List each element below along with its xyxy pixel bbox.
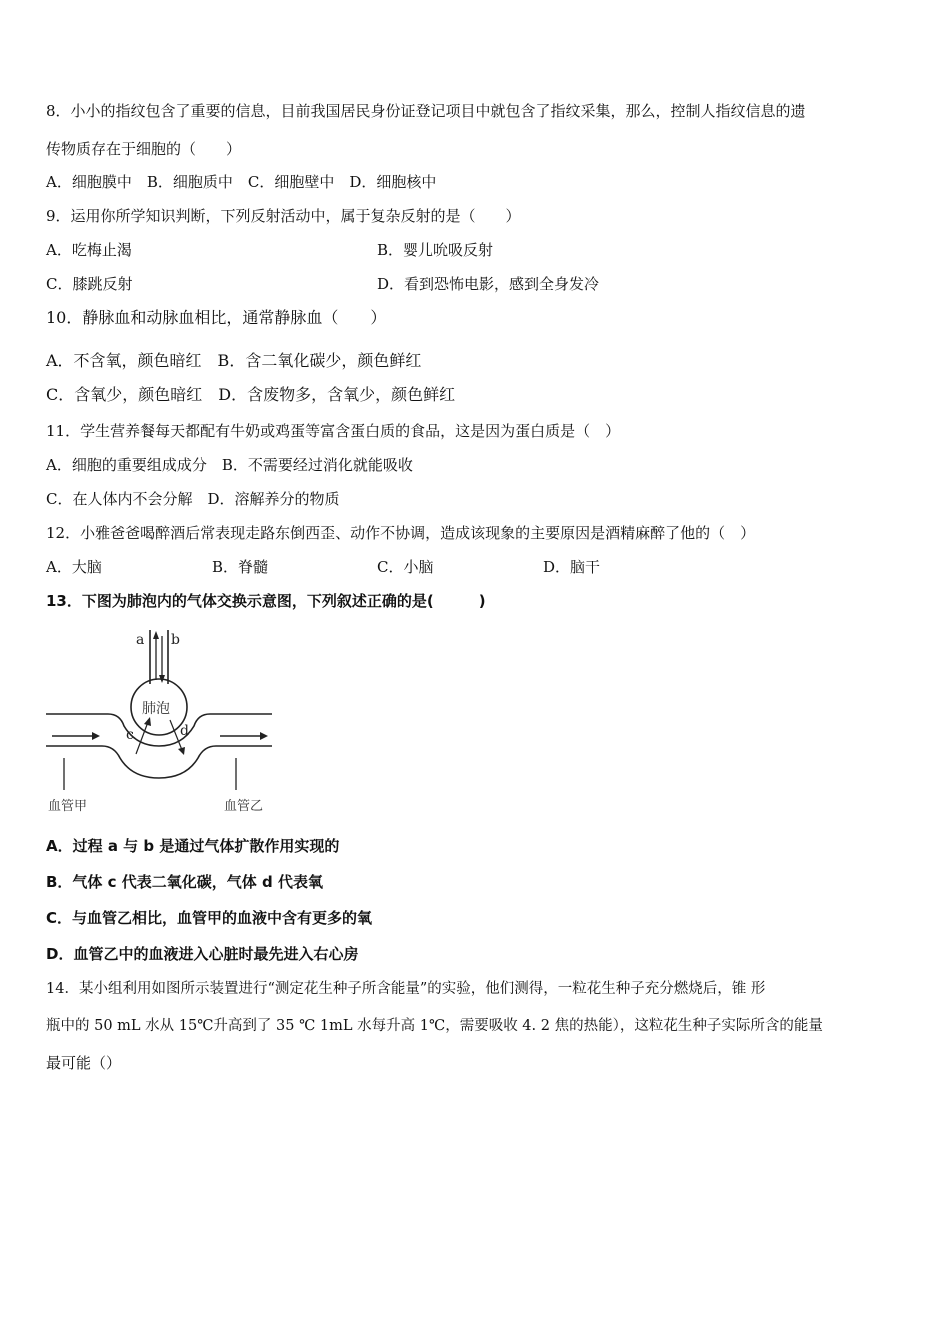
alveolus-gas-exchange-diagram xyxy=(44,622,276,817)
alveolus-label: 肺泡 xyxy=(142,701,170,717)
q12-option-a: A．大脑 xyxy=(46,558,102,576)
q11-options-cd: C．在人体内不会分解 D．溶解养分的物质 xyxy=(46,490,340,508)
q13-option-a: A．过程 a 与 b 是通过气体扩散作用实现的 xyxy=(46,837,340,855)
arrow-c-head xyxy=(144,717,151,726)
q12-stem: 12．小雅爸爸喝醉酒后常表现走路东倒西歪、动作不协调，造成该现象的主要原因是酒精麻醉了他的（ ） xyxy=(46,524,756,542)
q8-options: A．细胞膜中 B．细胞质中 C．细胞壁中 D．细胞核中 xyxy=(46,173,437,191)
vessel-upper-wall xyxy=(46,714,272,746)
label-c: c xyxy=(126,727,134,743)
q8-stem-line1: 8．小小的指纹包含了重要的信息，目前我国居民身份证登记项目中就包含了指纹采集，那么，控制人指纹信息的遗 xyxy=(46,102,806,120)
q13-option-b: B．气体 c 代表二氧化碳，气体 d 代表氧 xyxy=(46,873,323,891)
q10-stem: 10．静脉血和动脉血相比，通常静脉血（ ） xyxy=(46,308,387,327)
q14-stem-line1: 14．某小组利用如图所示装置进行“测定花生种子所含能量”的实验，他们测得，一粒花生种子充分燃烧后，锥 形 xyxy=(46,981,766,997)
q12-option-d: D．脑干 xyxy=(543,558,601,576)
q13-option-c: C．与血管乙相比，血管甲的血液中含有更多的氧 xyxy=(46,909,373,927)
q9-option-a: A．吃梅止渴 xyxy=(46,241,132,259)
q11-stem: 11．学生营养餐每天都配有牛奶或鸡蛋等富含蛋白质的食品，这是因为蛋白质是（ ） xyxy=(46,422,621,440)
vessel-lower-wall xyxy=(46,746,272,778)
flow-arrow-right-head xyxy=(260,732,268,740)
flow-arrow-left-head xyxy=(92,732,100,740)
q12-option-c: C．小脑 xyxy=(377,558,434,576)
q10-options-cd: C．含氧少，颜色暗红 D．含废物多，含氧少，颜色鲜红 xyxy=(46,385,456,404)
q9-option-d: D．看到恐怖电影，感到全身发冷 xyxy=(377,275,600,293)
label-a: a xyxy=(136,632,145,648)
q10-options-ab: A．不含氧，颜色暗红 B．含二氧化碳少，颜色鲜红 xyxy=(46,351,422,370)
label-d: d xyxy=(180,723,189,739)
vessel-left-label: 血管甲 xyxy=(48,799,88,814)
arrow-a-head xyxy=(153,631,159,639)
q14-stem-line3: 最可能（） xyxy=(46,1054,122,1072)
label-b: b xyxy=(171,632,180,648)
q11-options-ab: A．细胞的重要组成成分 B．不需要经过消化就能吸收 xyxy=(46,456,413,474)
q14-stem-line2: 瓶中的 50 mL 水从 15℃升高到了 35 ℃ 1mL 水每升高 1℃，需要吸收 4. 2 焦的热能），这粒花生种子实际所含的能量 xyxy=(46,1018,823,1034)
q9-stem: 9．运用你所学知识判断，下列反射活动中，属于复杂反射的是（ ） xyxy=(46,207,521,225)
q13-stem: 13．下图为肺泡内的气体交换示意图，下列叙述正确的是( ) xyxy=(46,592,486,610)
q8-stem-line2: 传物质存在于细胞的（ ） xyxy=(46,140,242,158)
arrow-c xyxy=(136,722,148,754)
arrow-d-head xyxy=(178,747,185,755)
vessel-right-label: 血管乙 xyxy=(224,799,264,814)
q9-option-c: C．膝跳反射 xyxy=(46,275,133,293)
q12-option-b: B．脊髓 xyxy=(212,558,269,576)
q9-option-b: B．婴儿吮吸反射 xyxy=(377,241,494,259)
q13-option-d: D．血管乙中的血液进入心脏时最先进入右心房 xyxy=(46,945,359,963)
